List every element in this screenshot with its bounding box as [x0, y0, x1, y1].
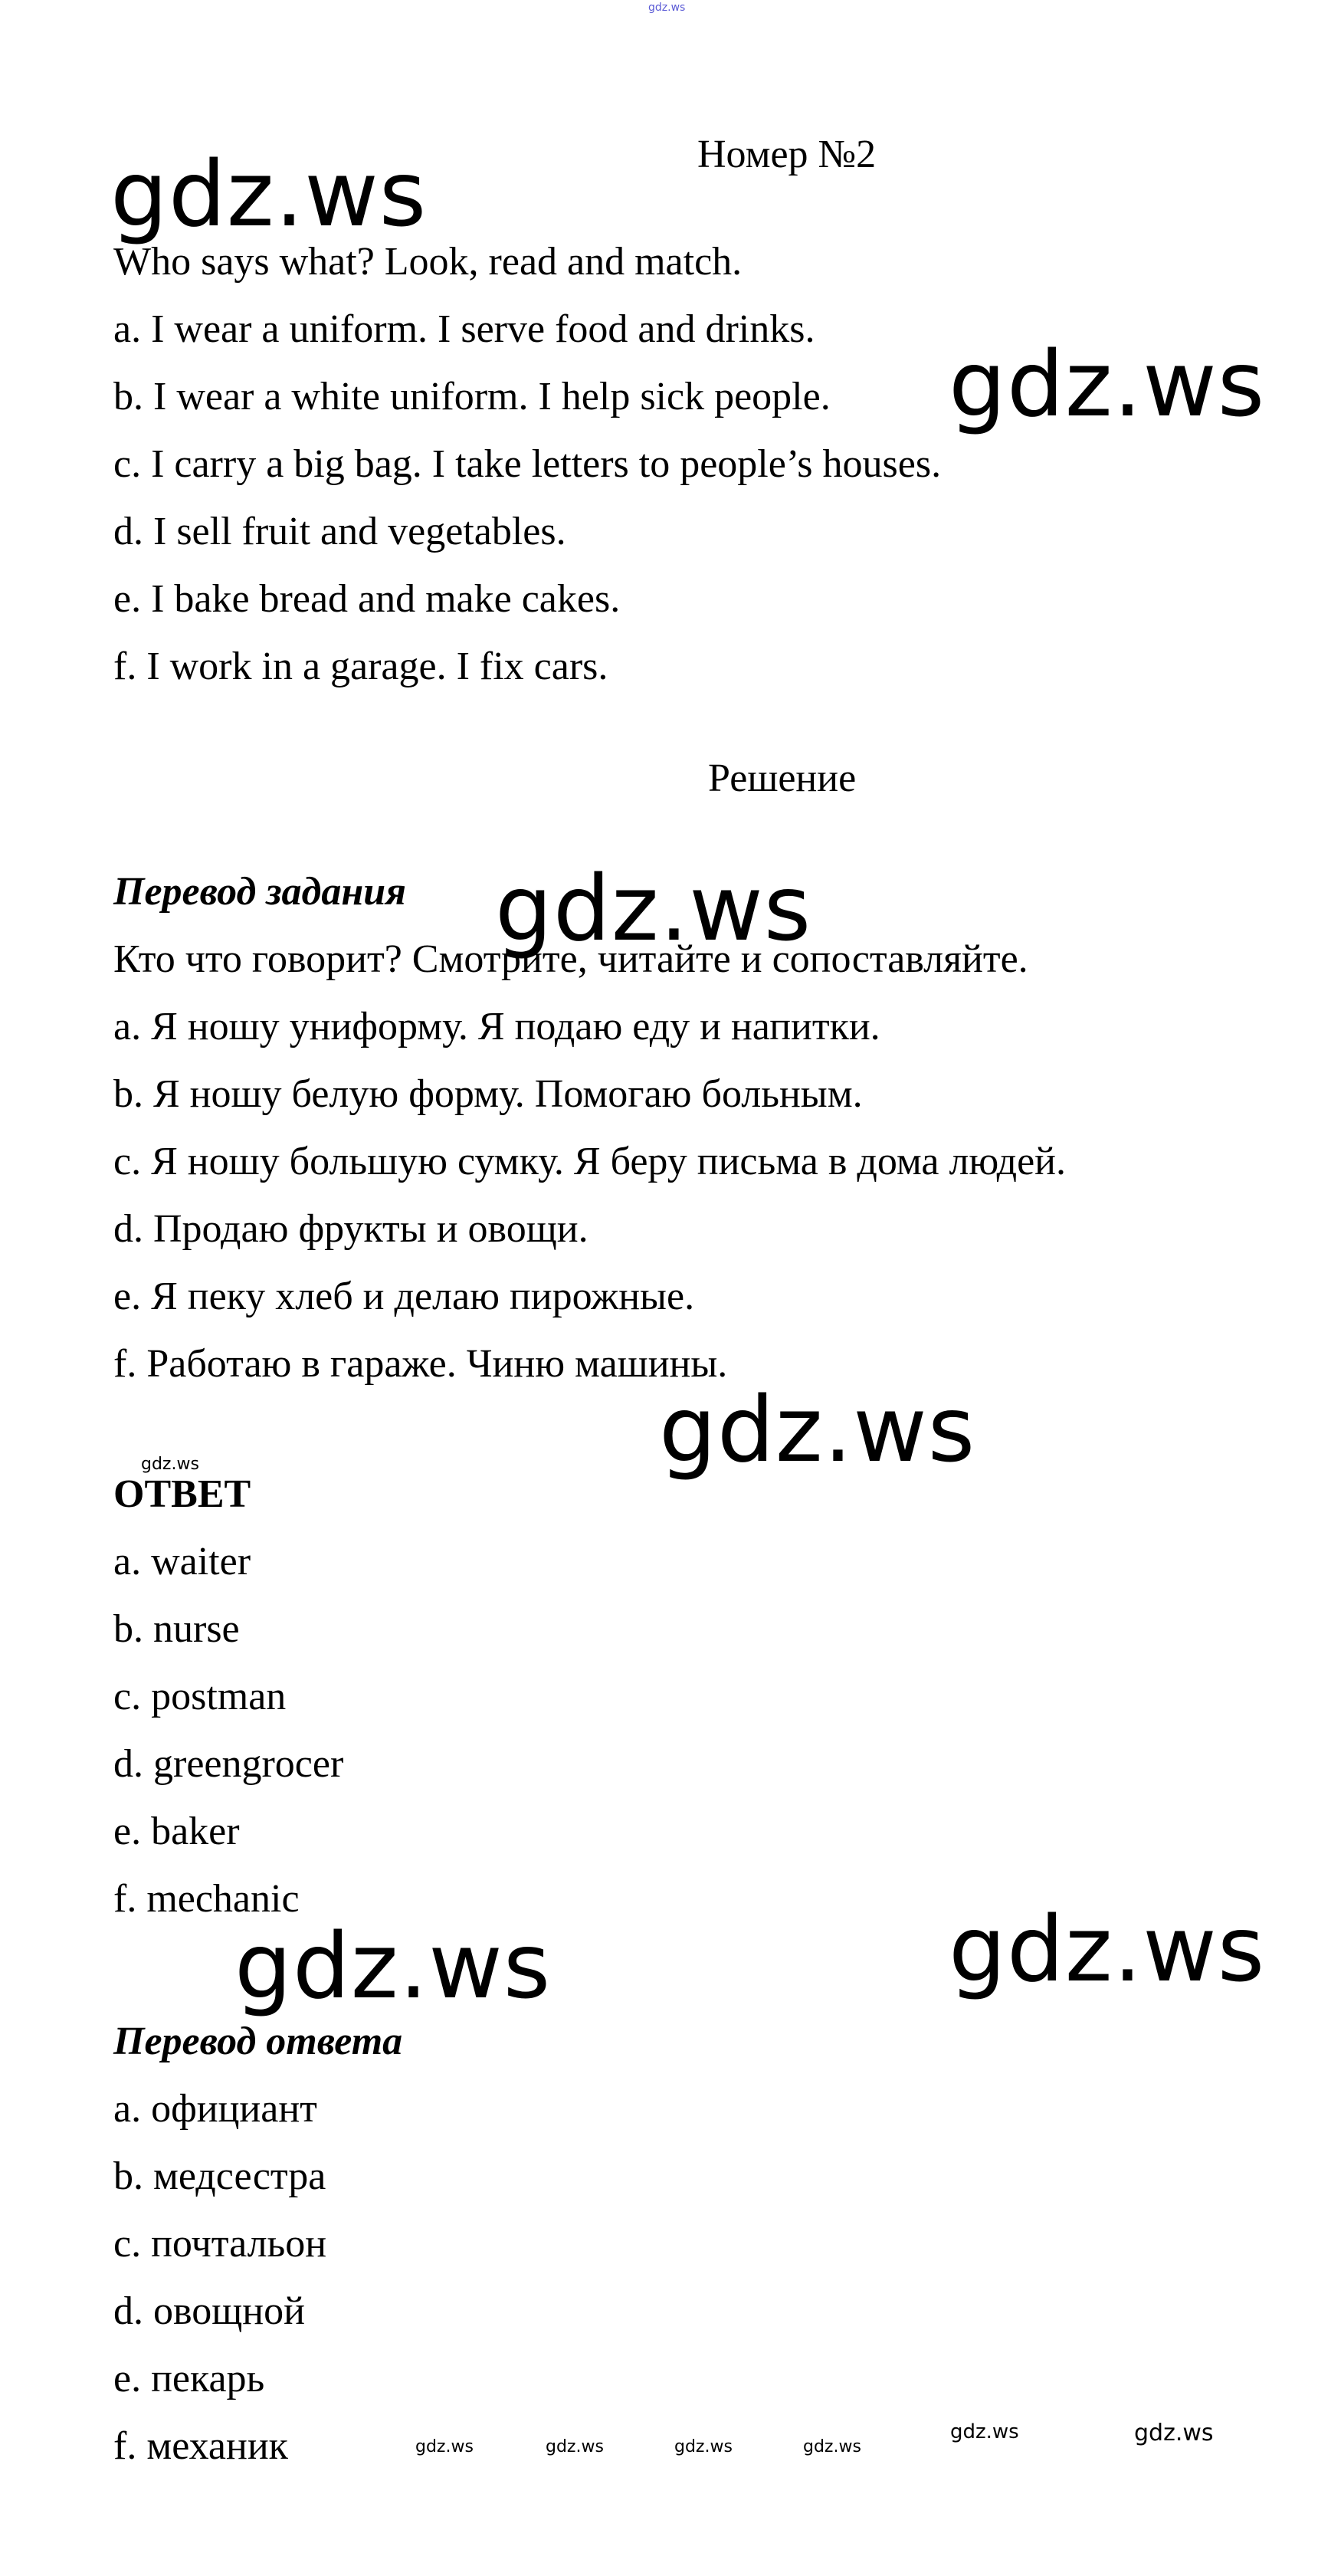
watermark-small: gdz.ws [803, 2437, 861, 2456]
watermark-small: gdz.ws [415, 2437, 474, 2456]
answer-item: f. mechanic [113, 1877, 300, 1921]
watermark-logo: gdz.ws [110, 141, 428, 247]
task-item: c. I carry a big bag. I take letters to people’s houses. [113, 442, 942, 486]
task-translation-item: e. Я пеку хлеб и делаю пирожные. [113, 1275, 695, 1318]
answer-item: b. nurse [113, 1607, 240, 1651]
answer-translation-item: e. пекарь [113, 2357, 265, 2400]
answer-translation-item: f. механик [113, 2424, 288, 2468]
task-translation-item: a. Я ношу униформу. Я подаю еду и напитки. [113, 1005, 880, 1048]
answer-item: a. waiter [113, 1540, 251, 1583]
watermark-logo: gdz.ws [234, 1913, 552, 2019]
answer-translation-item: b. медсестра [113, 2154, 326, 2198]
top-watermark: gdz.ws [648, 2, 686, 14]
task-translation-prompt: Кто что говорит? Смотрите, читайте и сопоставляйте. [113, 937, 1028, 981]
page-title: Номер №2 [697, 133, 877, 176]
task-prompt: Who says what? Look, read and match. [113, 240, 743, 284]
watermark-logo: gdz.ws [949, 331, 1266, 437]
task-translation-heading: Перевод задания [113, 870, 406, 914]
watermark-small: gdz.ws [1134, 2420, 1214, 2446]
task-translation-item: c. Я ношу большую сумку. Я беру письма в дома людей. [113, 1140, 1066, 1183]
answer-item: e. baker [113, 1810, 240, 1853]
watermark-logo: gdz.ws [495, 855, 812, 961]
task-item: b. I wear a white uniform. I help sick people. [113, 375, 831, 418]
task-translation-item: d. Продаю фрукты и овощи. [113, 1207, 589, 1251]
answer-item: d. greengrocer [113, 1742, 344, 1786]
watermark-small: gdz.ws [141, 1455, 199, 1474]
task-translation-item: b. Я ношу белую форму. Помогаю больным. [113, 1072, 863, 1116]
watermark-small: gdz.ws [674, 2437, 733, 2456]
watermark-small: gdz.ws [546, 2437, 604, 2456]
answer-translation-item: d. овощной [113, 2289, 305, 2333]
task-item: d. I sell fruit and vegetables. [113, 510, 566, 553]
watermark-logo: gdz.ws [949, 1896, 1266, 2002]
watermark-logo: gdz.ws [659, 1377, 976, 1482]
answer-translation-item: c. почтальон [113, 2222, 327, 2266]
task-item: a. I wear a uniform. I serve food and drinks. [113, 307, 815, 351]
answer-item: c. postman [113, 1675, 287, 1718]
solution-title: Решение [708, 756, 857, 800]
watermark-small: gdz.ws [950, 2420, 1019, 2443]
answer-heading: ОТВЕТ [113, 1472, 251, 1516]
task-item: e. I bake bread and make cakes. [113, 577, 621, 621]
answer-translation-item: a. официант [113, 2087, 317, 2131]
answer-translation-heading: Перевод ответа [113, 2020, 403, 2063]
task-item: f. I work in a garage. I fix cars. [113, 645, 608, 688]
task-translation-item: f. Работаю в гараже. Чиню машины. [113, 1342, 728, 1386]
